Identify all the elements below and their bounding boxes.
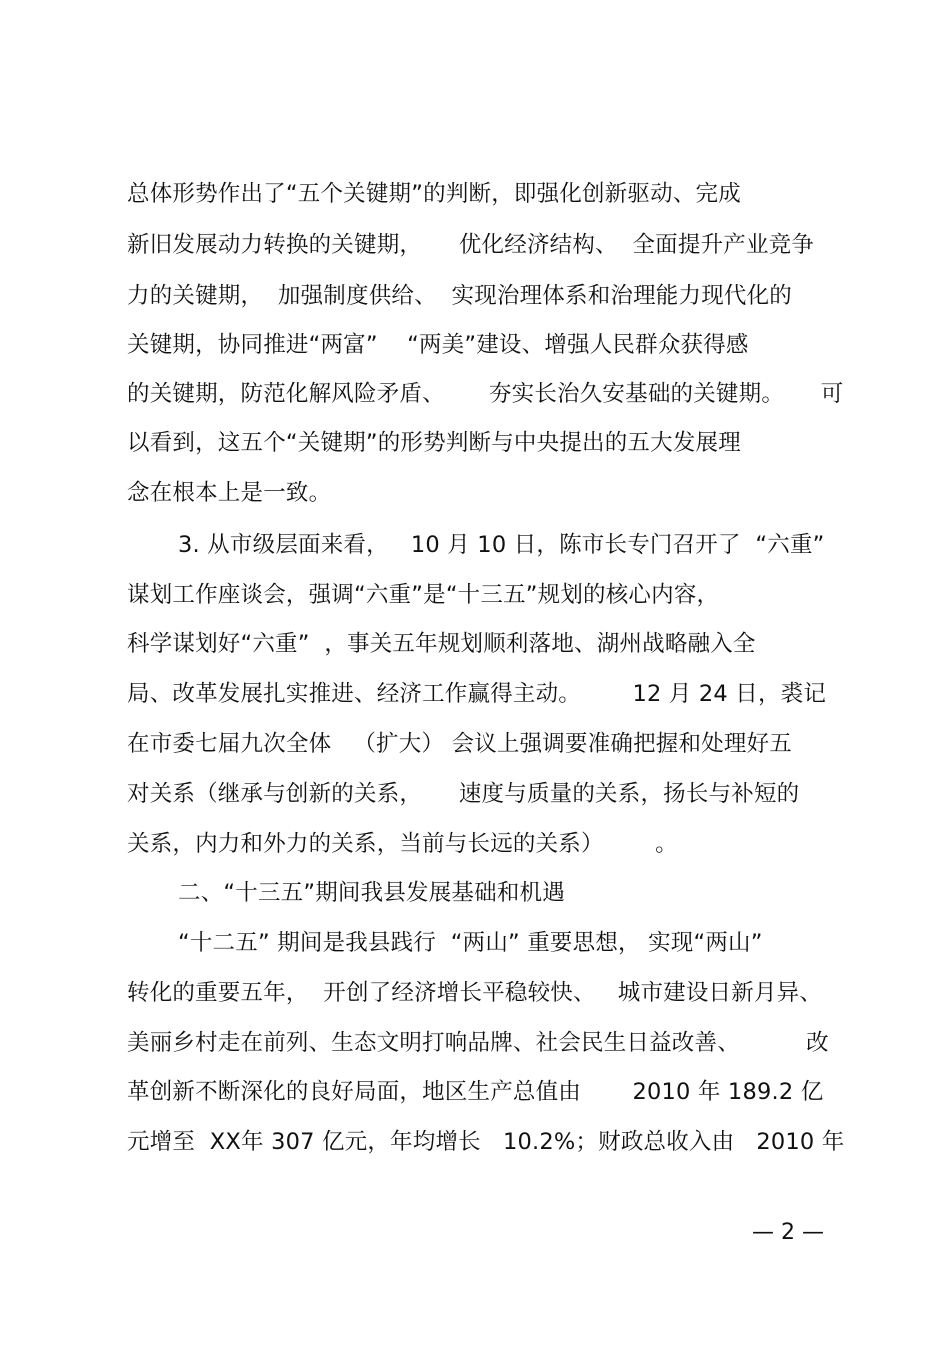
text-line: 美丽乡村走在前列、生态文明打响品牌、社会民生日益改善、 改 bbox=[127, 1030, 829, 1056]
text-line: 局、改革发展扎实推进、经济工作赢得主动。 12 月 24 日，裘记 bbox=[127, 681, 827, 707]
text-line: 谋划工作座谈会，强调“六重”是“十三五”规划的核心内容， bbox=[127, 582, 720, 608]
text-line: 关键期，协同推进“两富” “两美”建设、增强人民群众获得感 bbox=[127, 332, 749, 358]
text-line: 转化的重要五年， 开创了经济增长平稳较快、 城市建设日新月异、 bbox=[127, 980, 823, 1006]
text-line: 元增至 XX年 307 亿元，年均增长 10.2%；财政总收入由 2010 年 bbox=[127, 1129, 845, 1155]
text-line: 总体形势作出了“五个关键期”的判断，即强化创新驱动、完成 bbox=[127, 181, 741, 207]
page-number: — 2 — bbox=[752, 1220, 824, 1245]
text-line: 科学谋划好“六重” ，事关五年规划顺利落地、湖州战略融入全 bbox=[127, 631, 756, 657]
text-line: 以看到，这五个“关键期”的形势判断与中央提出的五大发展理 bbox=[127, 430, 741, 456]
text-line: 3. 从市级层面来看， 10 月 10 日，陈市长专门召开了 “六重” bbox=[178, 532, 825, 558]
text-line: “十二五” 期间是我县践行 “两山” 重要思想， 实现“两山” bbox=[178, 930, 763, 956]
text-line: 关系，内力和外力的关系，当前与长远的关系） 。 bbox=[127, 831, 678, 857]
text-line: 在市委七届九次全体 （扩大） 会议上强调要准确把握和处理好五 bbox=[127, 731, 793, 757]
text-line: 新旧发展动力转换的关键期， 优化经济结构、 全面提升产业竞争 bbox=[127, 232, 815, 258]
text-line: 对关系（继承与创新的关系， 速度与质量的关系，扬长与补短的 bbox=[127, 781, 800, 807]
section-heading: 二、“十三五”期间我县发展基础和机遇 bbox=[178, 880, 565, 906]
text-line: 力的关键期， 加强制度供给、 实现治理体系和治理能力现代化的 bbox=[127, 283, 793, 309]
text-line: 念在根本上是一致。 bbox=[127, 480, 332, 506]
text-line: 的关键期，防范化解风险矛盾、 夯实长治久安基础的关键期。 可 bbox=[127, 381, 844, 407]
text-line: 革创新不断深化的良好局面，地区生产总值由 2010 年 189.2 亿 bbox=[127, 1079, 824, 1105]
